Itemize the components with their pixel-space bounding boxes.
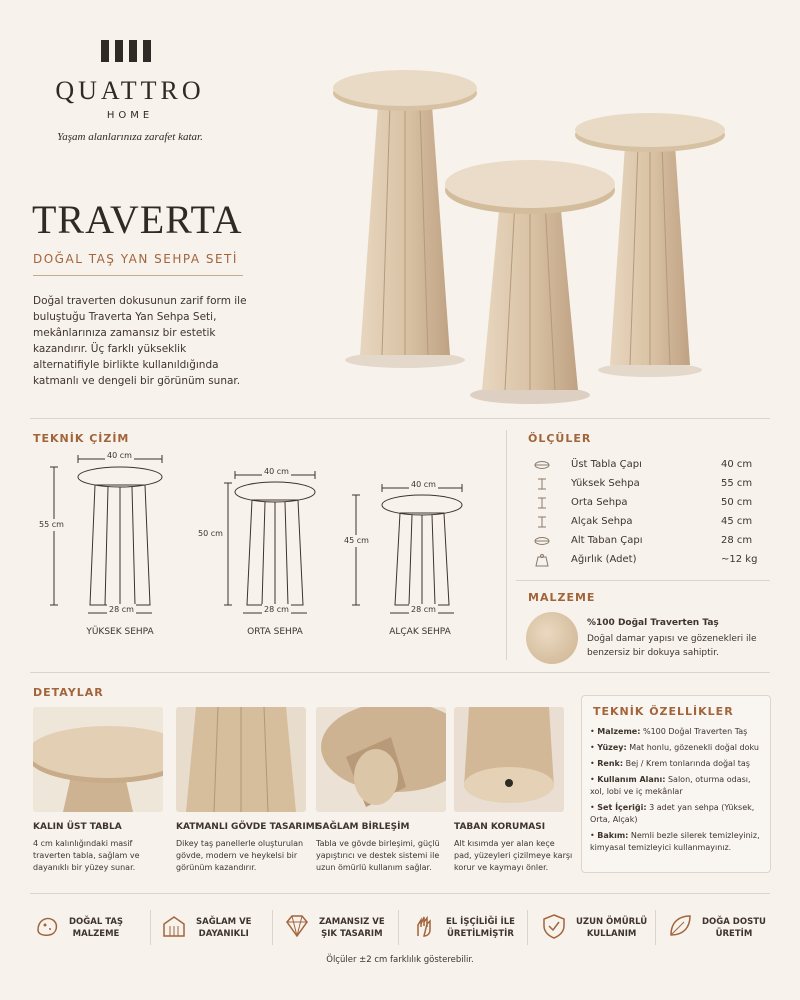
diameter-icon — [533, 458, 551, 472]
divider-vertical — [150, 910, 151, 945]
feature-line2: DAYANIKLI — [198, 929, 249, 939]
dimension-label: Ağırlık (Adet) — [571, 554, 637, 565]
dim-top-label: 40 cm — [411, 480, 436, 489]
stone-icon — [33, 912, 61, 944]
spec-value: %100 Doğal Traverten Taş — [640, 727, 748, 736]
detail-text: Tabla ve gövde birleşimi, güçlü yapıştırıcı ve destek sistemi ile uzun ömürlü kullanım sağlar. — [316, 839, 440, 872]
detail-text: Alt kısımda yer alan keçe pad, yüzeyleri çizilmeye karşı korur ve kaymayı önler. — [454, 839, 573, 872]
dimension-label: Alt Taban Çapı — [571, 535, 643, 546]
dimension-row — [533, 474, 768, 493]
dim-height-label: 55 cm — [39, 520, 64, 529]
dim-base-label: 28 cm — [109, 605, 134, 614]
feature-item — [283, 908, 385, 948]
shield-icon — [540, 912, 568, 944]
table-name: ALÇAK SEHPA — [389, 627, 451, 637]
divider-vertical — [506, 430, 507, 660]
specs-list — [590, 726, 765, 854]
spec-value: 3 adet yan sehpa (Yüksek, Orta, Alçak) — [590, 803, 755, 824]
details-title: DETAYLAR — [33, 686, 104, 699]
material-title: MALZEME — [528, 591, 596, 604]
spec-key: Malzeme: — [597, 727, 641, 736]
dimension-row — [533, 493, 768, 512]
dimension-label: Üst Tabla Çapı — [571, 459, 642, 470]
dimensions-title: ÖLÇÜLER — [528, 432, 592, 445]
divider — [30, 418, 770, 419]
brand-logo-bars — [101, 40, 161, 62]
detail-photo — [176, 707, 306, 812]
detail-text: 4 cm kalınlığındaki masif traverten tabla, sağlam ve dayanıklı bir yüzey sunar. — [33, 839, 140, 872]
divider-vertical — [527, 910, 528, 945]
dimension-row — [533, 455, 768, 474]
dimension-label: Yüksek Sehpa — [571, 478, 640, 489]
dimension-value: 50 cm — [721, 497, 753, 508]
subtitle-underline — [33, 275, 243, 276]
dimension-row — [533, 512, 768, 531]
spec-value: Mat honlu, gözenekli doğal doku — [626, 743, 759, 752]
material-name: %100 Doğal Traverten Taş — [587, 618, 719, 628]
specs-title: TEKNİK ÖZELLİKLER — [593, 705, 734, 718]
feature-item — [33, 908, 123, 948]
building-icon — [160, 912, 188, 944]
feature-line1: DOĞAL TAŞ — [69, 917, 124, 927]
feature-item — [410, 908, 515, 948]
dimension-row — [533, 550, 768, 569]
leaf-icon — [666, 912, 694, 944]
hand-icon — [410, 912, 438, 944]
spec-value: Salon, oturma odası, xol, lobi ve iç mekânlar — [590, 775, 751, 796]
brand-sub: HOME — [106, 110, 154, 121]
divider — [30, 672, 770, 673]
spec-key: Yüzey: — [597, 743, 627, 752]
feature-line1: UZUN ÖMÜRLÜ — [576, 917, 648, 927]
dimension-value: ~12 kg — [721, 554, 758, 565]
spec-value: Nemli bezle silerek temizleyiniz, kimyasal temizleyici kullanmayınız. — [590, 831, 760, 852]
spec-item: • Set İçeriği: 3 adet yan sehpa (Yüksek, Orta, Alçak) — [590, 803, 755, 824]
spec-item: • Kullanım Alanı: Salon, oturma odası, xol, lobi ve iç mekânlar — [590, 775, 751, 796]
feature-line1: DOĞA DOSTU — [702, 917, 766, 927]
spec-item: • Bakım: Nemli bezle silerek temizleyiniz, kimyasal temizleyici kullanmayınız. — [590, 831, 760, 852]
diamond-icon — [283, 912, 311, 944]
feature-item — [160, 908, 251, 948]
dim-height-label: 50 cm — [198, 529, 223, 538]
detail-title: KATMANLI GÖVDE TASARIMI — [176, 822, 319, 832]
page-title: TRAVERTA — [32, 197, 243, 242]
page-subtitle: DOĞAL TAŞ YAN SEHPA SETİ — [33, 252, 238, 266]
spec-item: • Renk: Bej / Krem tonlarında doğal taş — [590, 759, 750, 768]
material-swatch — [526, 612, 578, 664]
detail-photo — [454, 707, 564, 812]
product-photo — [320, 60, 740, 420]
detail-title: TABAN KORUMASI — [454, 822, 546, 832]
feature-line2: ÜRETİM — [715, 929, 753, 939]
spec-key: Bakım: — [597, 831, 629, 840]
height-icon — [533, 477, 551, 491]
divider-vertical — [655, 910, 656, 945]
footnote: Ölçüler ±2 cm farklılık gösterebilir. — [326, 955, 474, 965]
divider — [516, 580, 770, 581]
brand-name: QUATTRO — [55, 76, 205, 105]
technical-title: TEKNİK ÇİZİM — [33, 432, 130, 445]
dimension-value: 40 cm — [721, 459, 753, 470]
dim-base-label: 28 cm — [411, 605, 436, 614]
feature-line1: EL İŞÇİLİĞİ İLE — [446, 917, 515, 927]
divider-vertical — [272, 910, 273, 945]
material-text: Doğal damar yapısı ve gözenekleri ile benzersiz bir dokuya sahiptir. — [587, 634, 757, 658]
detail-title: SAĞLAM BİRLEŞİM — [316, 822, 410, 832]
feature-item — [540, 908, 647, 948]
table-name: ORTA SEHPA — [247, 627, 303, 637]
feature-item — [666, 908, 766, 948]
detail-title: KALIN ÜST TABLA — [33, 822, 122, 832]
dim-top-label: 40 cm — [264, 467, 289, 476]
detail-photo — [316, 707, 446, 812]
dimension-value: 28 cm — [721, 535, 753, 546]
feature-line2: ŞIK TASARIM — [321, 929, 383, 939]
feature-line1: SAĞLAM VE — [196, 917, 252, 927]
spec-item: • Yüzey: Mat honlu, gözenekli doğal doku — [590, 743, 759, 752]
spec-key: Kullanım Alanı: — [597, 775, 666, 784]
spec-item: • Malzeme: %100 Doğal Traverten Taş — [590, 727, 748, 736]
spec-value: Bej / Krem tonlarında doğal taş — [623, 759, 750, 768]
table-name: YÜKSEK SEHPA — [86, 627, 154, 637]
detail-photo — [33, 707, 163, 812]
dimension-label: Alçak Sehpa — [571, 516, 633, 527]
feature-line2: MALZEME — [72, 929, 120, 939]
feature-line2: KULLANIM — [586, 929, 637, 939]
dimension-value: 45 cm — [721, 516, 753, 527]
brand-tagline: Yaşam alanlarınıza zarafet katar. — [57, 131, 203, 143]
dimension-value: 55 cm — [721, 478, 753, 489]
height-icon — [533, 515, 551, 529]
height-icon — [533, 496, 551, 510]
spec-key: Renk: — [597, 759, 624, 768]
spec-key: Set İçeriği: — [597, 803, 647, 812]
feature-line1: ZAMANSIZ VE — [319, 917, 385, 927]
dim-base-label: 28 cm — [264, 605, 289, 614]
weight-icon — [533, 553, 551, 567]
divider-vertical — [398, 910, 399, 945]
dimension-row — [533, 531, 768, 550]
divider — [30, 893, 770, 894]
diameter-icon — [533, 534, 551, 548]
dim-height-label: 45 cm — [344, 536, 369, 545]
dimension-label: Orta Sehpa — [571, 497, 628, 508]
hero-description: Doğal traverten dokusunun zarif form ile buluştuğu Traverta Yan Sehpa Seti, mekânlarınıza zamansız bir estetik kazandırır. Üç farklı yükseklik alternatifiyle birlikte kullanıldığında katmanlı ve dengeli bir görünüm sunar. — [33, 295, 247, 387]
feature-line2: ÜRETİLMİŞTİR — [447, 929, 514, 939]
dim-top-label: 40 cm — [107, 451, 132, 460]
detail-text: Dikey taş panellerle oluşturulan gövde, modern ve heykelsi bir görünüm kazandırır. — [176, 839, 304, 872]
